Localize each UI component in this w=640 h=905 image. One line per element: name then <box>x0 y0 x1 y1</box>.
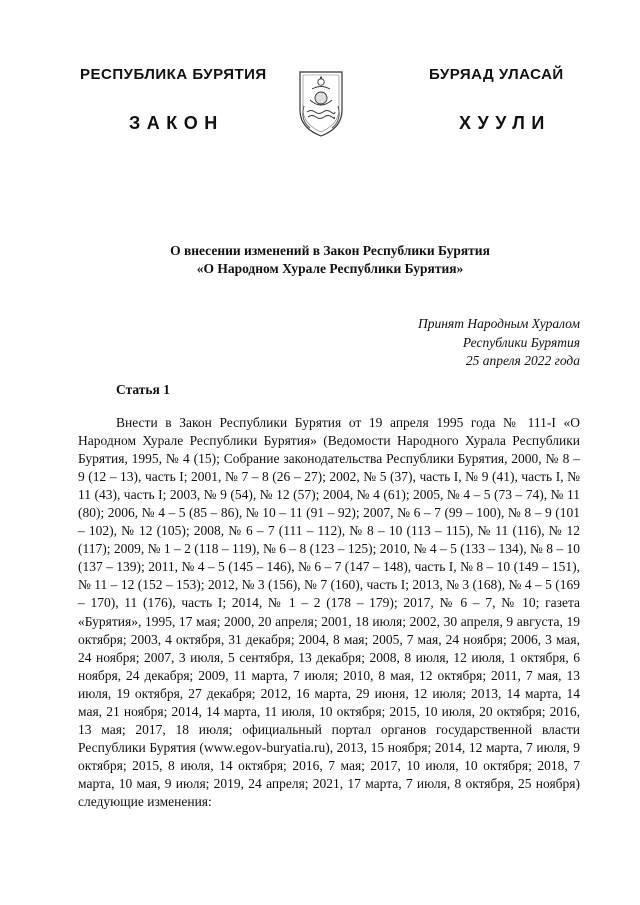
header-law-ru: ЗАКОН <box>129 113 224 133</box>
adoption-note-line-2: Республики Бурятия <box>462 334 580 350</box>
document-title-line-1: О внесении изменений в Закон Республики Бурятия <box>170 243 490 258</box>
document-title <box>80 242 580 278</box>
header-republic-bur: БУРЯАД УЛАСАЙ <box>429 66 564 83</box>
header-republic-ru: РЕСПУБЛИКА БУРЯТИЯ <box>80 66 267 83</box>
article-body: Внести в Закон Республики Бурятия от 19 апреля 1995 года № 111-I «О Народном Хурале Республики Бурятия» (Ведомости Народного Хурала Республики Бурятия, 1995, № 4 (15); Собрание законодательства Республики Бурятия, 2000, № 8 – 9 (12 – 13), часть I; 2001, № 7 – 8 (26 – 27); 2002, № 5 (37), часть I, № 9 (41), часть I, № 11 (43), часть I; 2003, № 9 (54), № 12 (57); 2004, № 4 (61); 2005, № 4 – 5 (73 – 74), № 11 (80); 2006, № 4 – 5 (85 – 86), № 10 – 11 (91 – 92); 2007, № 6 – 7 (99 – 100), № 8 – 9 (101 – 102), № 12 (105); 2008, № 6 – 7 (111 – 112), № 8 – 10 (113 – 115), № 11 (116), № 12 (117); 2009, № 1 – 2 (118 – 119), № 6 – 8 (123 – 125); 2010, № 4 – 5 (133 – 134), № 8 – 10 (137 – 139); 2011, № 4 – 5 (145 – 146), № 6 – 7 (147 – 148), часть I, № 8 – 10 (149 – 151), № 11 – 12 (152 – 153); 2012, № 3 (156), № 7 (160), часть I; 2013, № 3 (168), № 4 – 5 (169 – 170), 11 (176), часть I; 2014, № 1 – 2 (178 – 179); 2017, № 6 – 7, № 10; газета «Бурятия», 1995, 17 мая; 2000, 20 апреля; 2001, 18 июля; 2002, 30 апреля, 9 августа, 19 октября; 2003, 4 октября, 31 декабря; 2004, 8 мая; 2005, 7 мая, 24 ноября; 2006, 3 мая, 24 ноября; 2007, 3 июля, 5 сентября, 13 декабря; 2008, 8 июля, 12 июля, 1 октября, 6 ноября, 24 декабря; 2009, 11 марта, 7 июля; 2010, 8 мая, 12 октября; 2011, 7 мая, 13 июля, 19 октября, 27 декабря; 2012, 16 марта, 29 июня, 12 июля; 2013, 14 марта, 14 мая, 21 ноября; 2014, 14 марта, 11 июля, 10 октября; 2015, 10 июля, 20 октября; 2016, 13 мая; 2017, 18 июля; официальный портал органов государственной власти Республики Бурятия (www.egov-buryatia.ru), 2013, 15 ноября; 2014, 12 марта, 7 июля, 9 октября; 2015, 8 июля, 14 октября; 2016, 7 мая; 2017, 10 июля, 10 октября; 2018, 7 марта, 10 мая, 9 июля; 2019, 24 апреля; 2021, 17 марта, 7 июля, 8 октября, 25 ноября) следующие изменения: <box>78 415 580 809</box>
adoption-note <box>320 315 580 371</box>
republic-emblem-icon <box>296 62 346 138</box>
adoption-note-line-1: Принят Народным Хуралом <box>417 316 580 331</box>
article-heading: Статья 1 <box>116 382 170 397</box>
document-title-line-2: «О Народном Хурале Республики Бурятия» <box>196 261 464 276</box>
adoption-date: 25 апреля 2022 года <box>465 353 580 368</box>
header-law-bur: ХУУЛИ <box>459 113 551 133</box>
